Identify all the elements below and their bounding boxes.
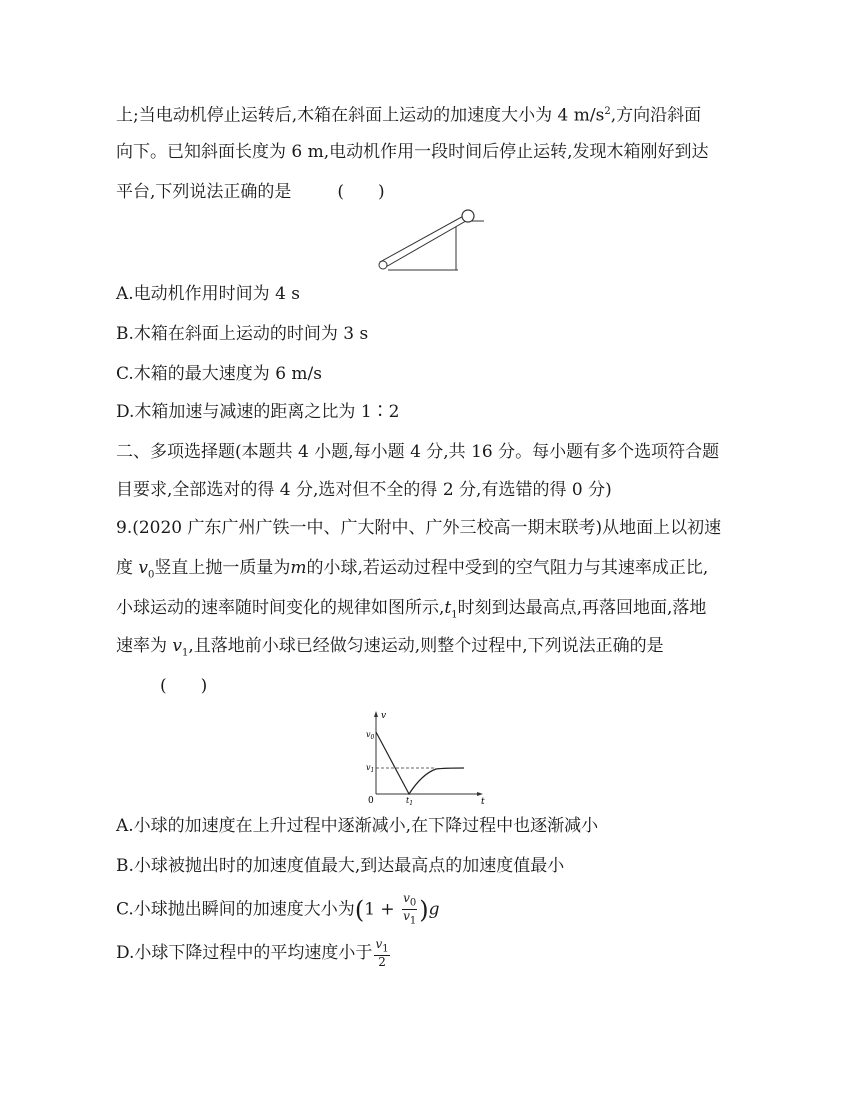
q8-option-d: D.木箱加速与减速的距离之比为 1∶2 [116, 402, 400, 422]
t-axis-label: t [481, 797, 485, 807]
answer-parens: ( ) [337, 182, 385, 202]
q9-option-a: A.小球的加速度在上升过程中逐渐减小,在下降过程中也逐渐减小 [116, 816, 599, 836]
v-axis-arrow [374, 711, 378, 717]
q9-text-line-2: 度 $v_0$竖直上抛一质量为m的小球,若运动过程中受到的空气阻力与其速率成正比, [116, 558, 709, 581]
incline-plank [380, 214, 471, 268]
incline-diagram [372, 206, 488, 272]
velocity-time-graph [364, 708, 494, 808]
q8-option-a: A.电动机作用时间为 4 s [116, 284, 301, 304]
q9-option-c: C.小球抛出瞬间的加速度大小为(1 + $\frac{v_0}{v_1}$ )g [116, 891, 440, 927]
q9-option-b: B.小球被抛出时的加速度值最大,到达最高点的加速度值最小 [116, 856, 565, 876]
section-heading-line-1: 二、多项选择题(本题共 4 小题,每小题 4 分,共 16 分。每小题有多个选项符合题 [116, 442, 720, 462]
q9-answer-parens: ( ) [160, 676, 208, 696]
v0-tick-label: $v_0$ [366, 730, 375, 741]
q9-text-line-4: 速率为 $v_1$,且落地前小球已经做匀速运动,则整个过程中,下列说法正确的是 [116, 636, 664, 659]
q8-text-line-1: 上;当电动机停止运转后,木箱在斜面上运动的加速度大小为 4 $m/s^2$,方向沿斜面 [116, 105, 702, 126]
bottom-pulley [379, 261, 387, 269]
origin-label: 0 [368, 796, 374, 806]
section-heading-line-2: 目要求,全部选对的得 4 分,选对但不全的得 2 分,有选错的得 0 分) [116, 480, 612, 500]
q9-text-line-1: 9.(2020 广东广州广铁一中、广大附中、广外三校高一期末联考)从地面上以初速 [116, 518, 722, 538]
q8-option-c: C.木箱的最大速度为 6 m/s [116, 364, 323, 384]
v1-tick-label: $v_1$ [366, 763, 375, 774]
q8-text-line-3: 平台,下列说法正确的是 ( ) [116, 182, 385, 202]
t-axis-arrow [477, 792, 483, 796]
v-axis-label: v [381, 711, 387, 721]
t1-tick-label: $t_1$ [406, 796, 414, 807]
q9-text-line-3: 小球运动的速率随时间变化的规律如图所示$,t_1$时刻到达最高点,再落回地面,落地 [116, 598, 707, 621]
q8-option-b: B.木箱在斜面上运动的时间为 3 s [116, 324, 369, 344]
q9-option-d: D.小球下降过程中的平均速度小于 $\frac{v_1}{2}$ [116, 937, 389, 970]
speed-curve [376, 732, 464, 794]
q8-text-line-2: 向下。已知斜面长度为 6 m,电动机作用一段时间后停止运转,发现木箱刚好到达 [116, 142, 709, 162]
wooden-box [462, 210, 474, 222]
